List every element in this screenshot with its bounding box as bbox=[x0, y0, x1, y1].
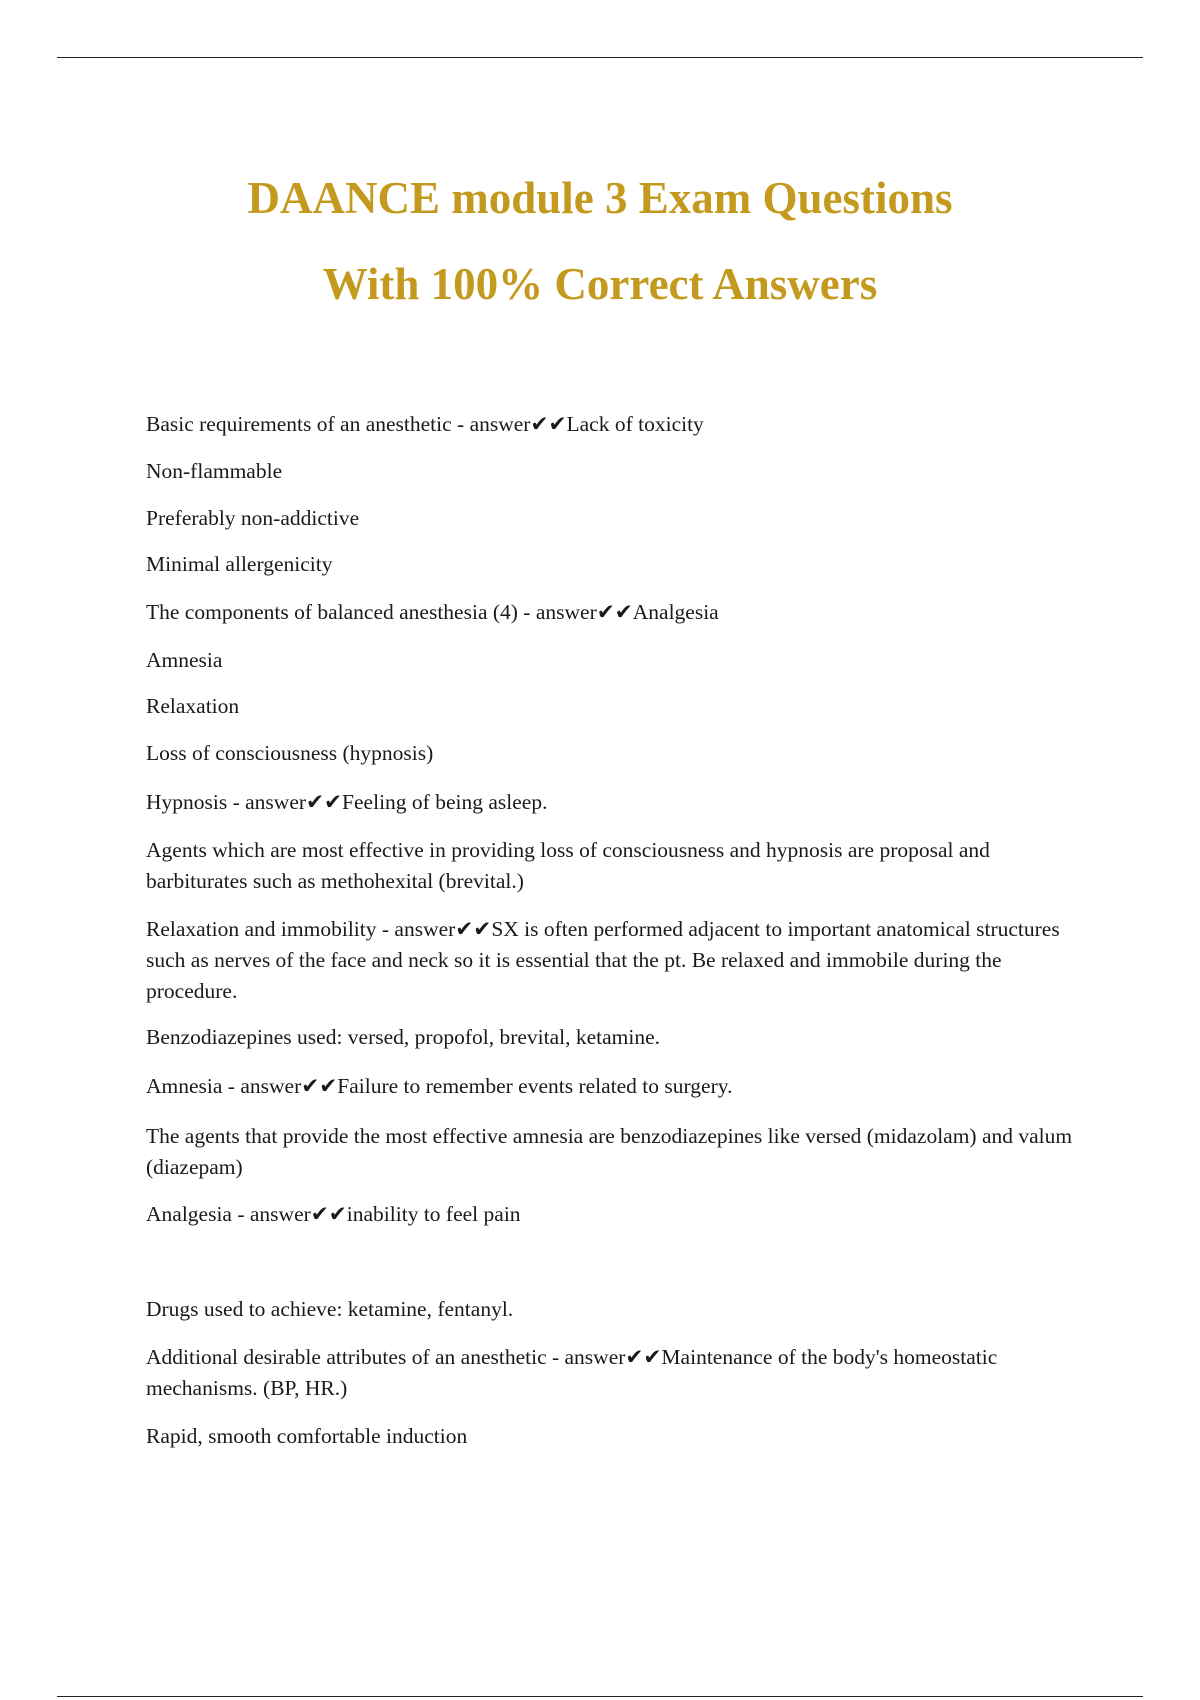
qa-line: Loss of consciousness (hypnosis) bbox=[146, 741, 434, 765]
top-rule bbox=[57, 57, 1143, 58]
qa-line: Benzodiazepines used: versed, propofol, brevital, ketamine. bbox=[146, 1025, 661, 1049]
qa-line: The components of balanced anesthesia (4) - answer✔✔Analgesia bbox=[146, 600, 719, 624]
qa-paragraph: The agents that provide the most effective amnesia are benzodiazepines like versed (midazolam) and valum (diazepam) bbox=[146, 1124, 1073, 1179]
qa-line: Minimal allergenicity bbox=[146, 552, 333, 576]
qa-paragraph: Relaxation and immobility - answer✔✔SX is often performed adjacent to important anatomical structures such as nerves of the face and neck so it is essential that the pt. Be relaxed and immobile during the procedure. bbox=[146, 917, 1060, 1003]
qa-line: Basic requirements of an anesthetic - answer✔✔Lack of toxicity bbox=[146, 412, 704, 436]
qa-line: Relaxation bbox=[146, 694, 240, 718]
qa-line: Drugs used to achieve: ketamine, fentanyl. bbox=[146, 1297, 514, 1321]
qa-paragraph: Agents which are most effective in providing loss of consciousness and hypnosis are proposal and barbiturates such as methohexital (brevital.) bbox=[146, 838, 990, 893]
qa-line: Preferably non-addictive bbox=[146, 506, 360, 530]
qa-line: Non-flammable bbox=[146, 459, 283, 483]
qa-line: Amnesia bbox=[146, 648, 223, 672]
document-title-line-1: DAANCE module 3 Exam Questions bbox=[247, 173, 953, 223]
qa-line: Amnesia - answer✔✔Failure to remember events related to surgery. bbox=[146, 1074, 733, 1098]
bottom-rule bbox=[57, 1696, 1143, 1697]
qa-line: Analgesia - answer✔✔inability to feel pain bbox=[146, 1202, 521, 1226]
qa-line: Hypnosis - answer✔✔Feeling of being asleep. bbox=[146, 790, 548, 814]
qa-line: Rapid, smooth comfortable induction bbox=[146, 1424, 468, 1448]
qa-paragraph: Additional desirable attributes of an anesthetic - answer✔✔Maintenance of the body's homeostatic mechanisms. (BP, HR.) bbox=[146, 1345, 998, 1400]
document-title-line-2: With 100% Correct Answers bbox=[322, 259, 878, 309]
